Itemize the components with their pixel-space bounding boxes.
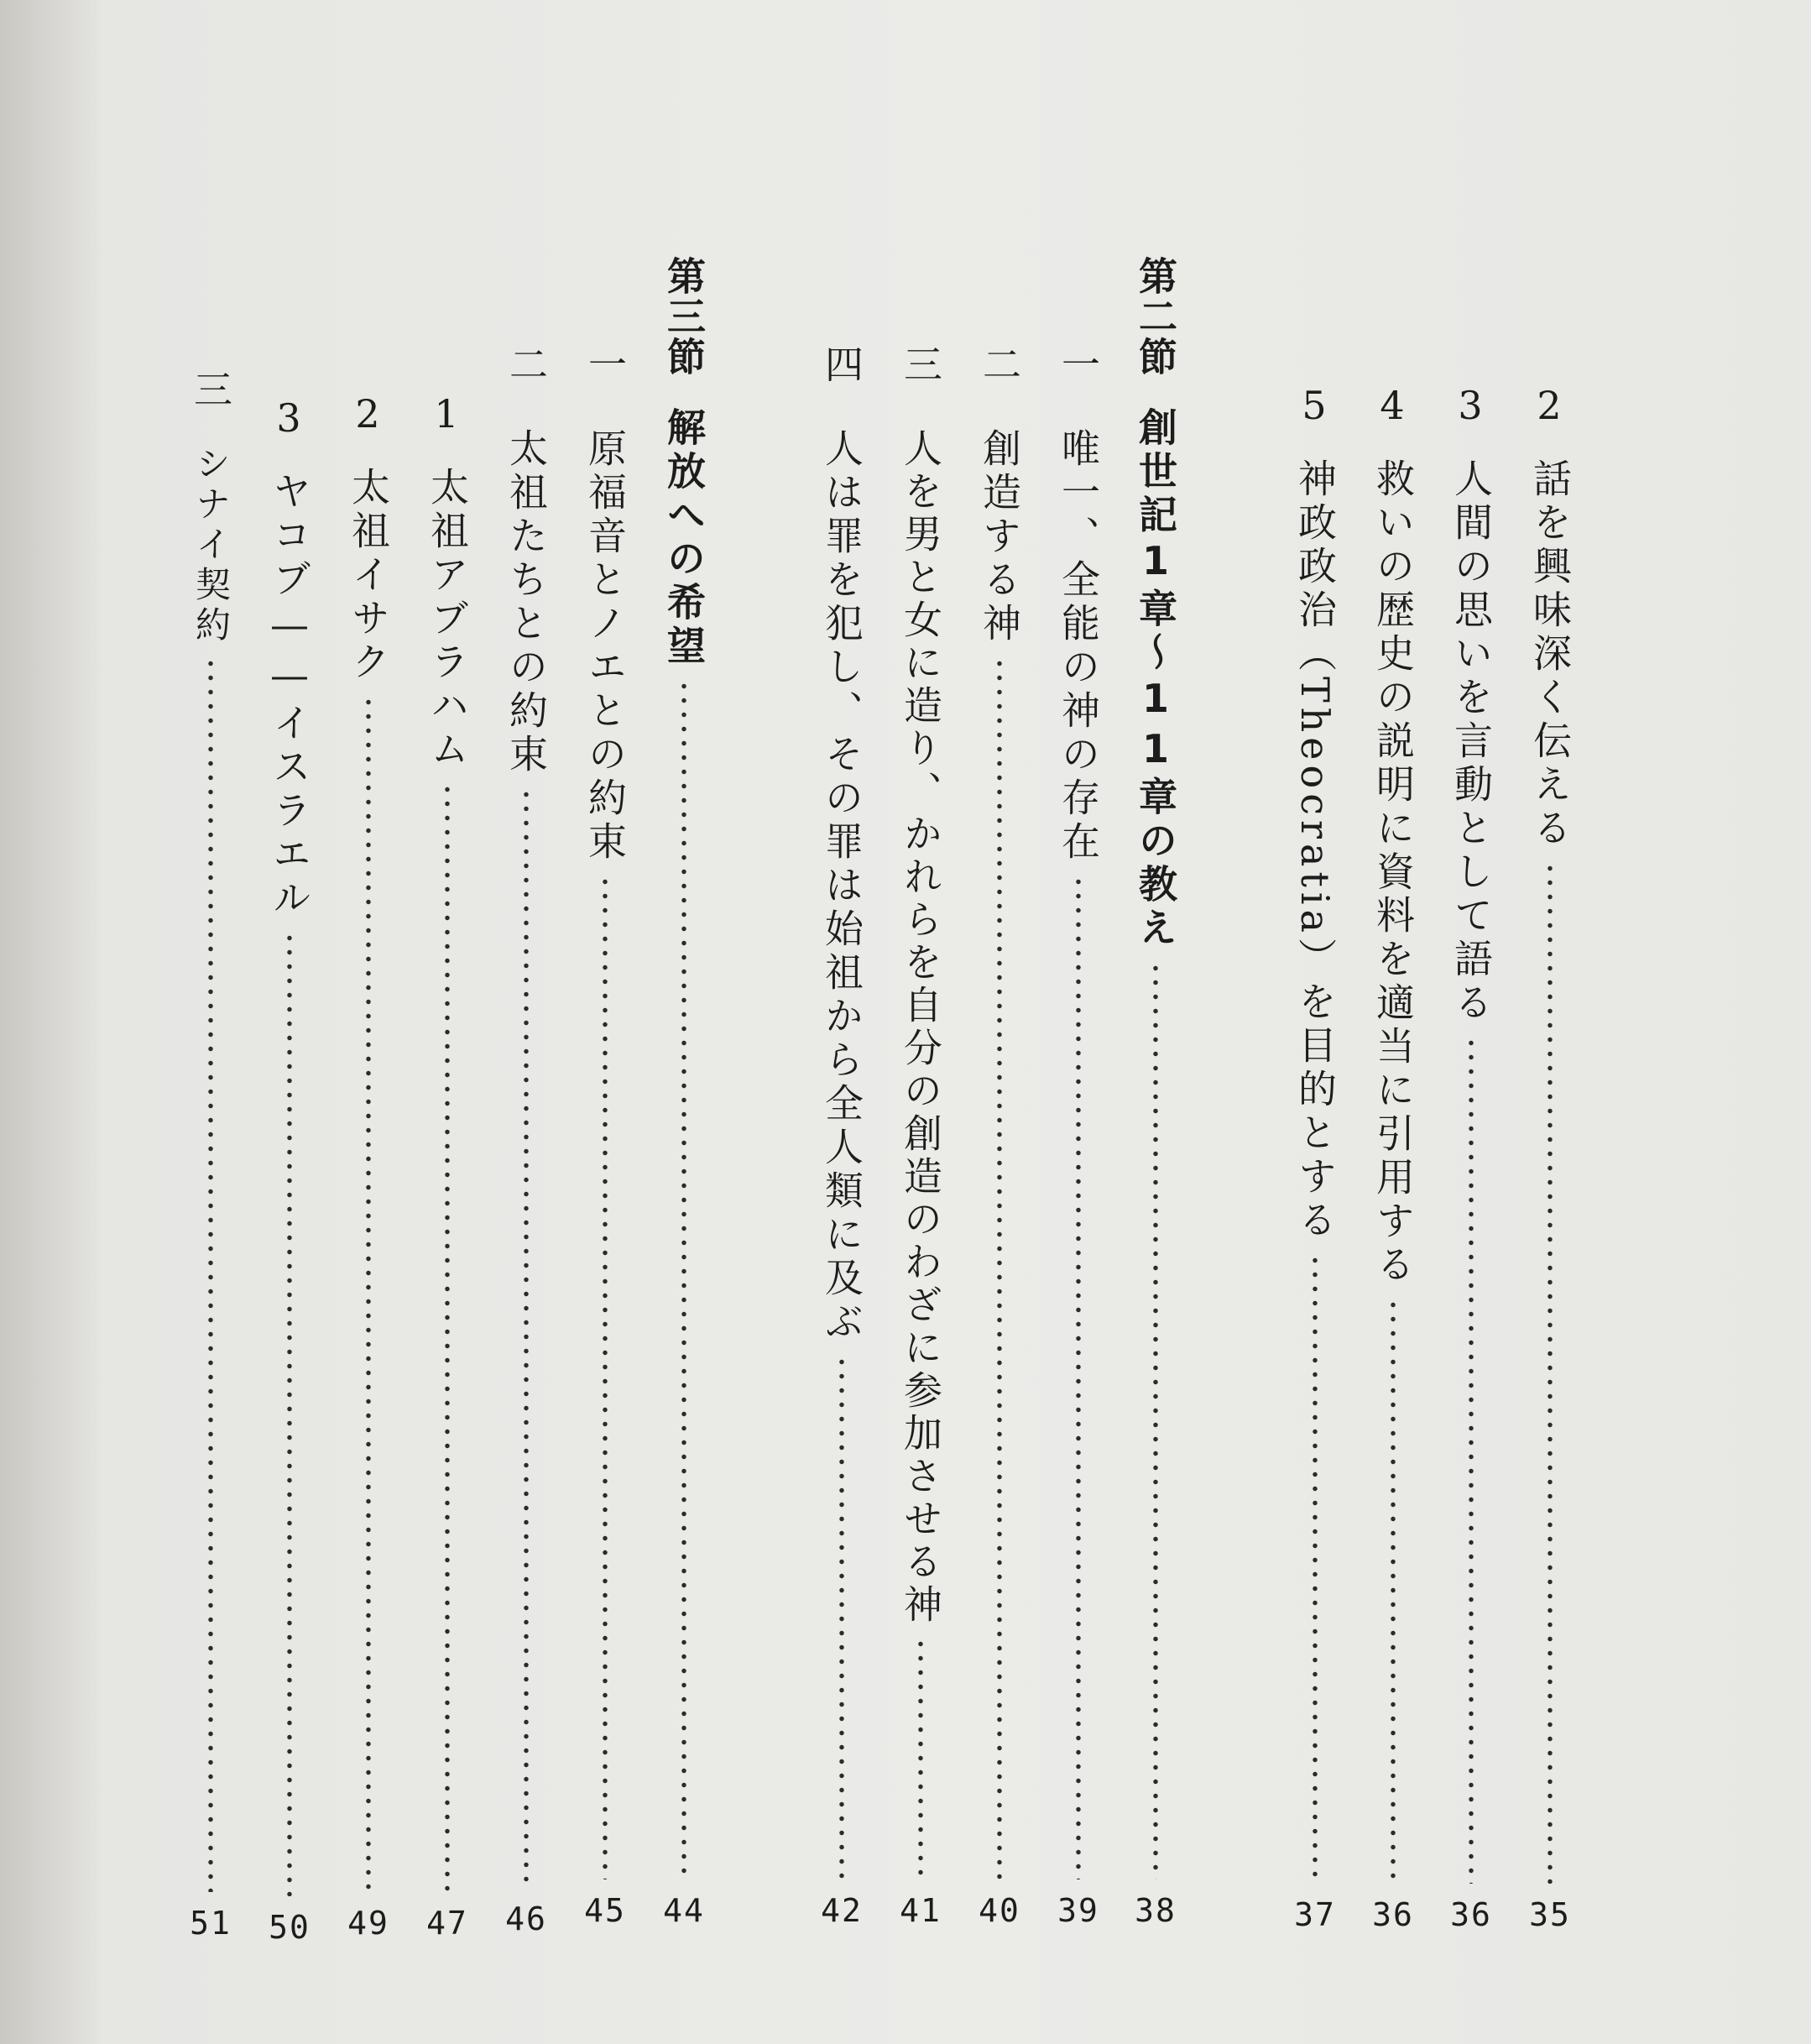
- leader-dots: [1153, 961, 1158, 1879]
- leader-dots: [287, 931, 292, 1896]
- entry-page-number: 47: [426, 1905, 468, 1942]
- entry-title: シナイ契約: [190, 445, 232, 646]
- toc-entry: [812, 344, 871, 1929]
- entry-marker: 一: [582, 344, 628, 384]
- entry-marker: 四: [819, 344, 864, 384]
- entry-marker: 5: [1302, 383, 1328, 428]
- entry-title: 救いの歴史の説明に資料を適当に引用する: [1370, 458, 1416, 1288]
- entry-marker: 2: [355, 391, 382, 437]
- toc-entry: [1286, 383, 1344, 1933]
- entry-page-number: 36: [1450, 1896, 1492, 1933]
- leader-dots: [681, 679, 686, 1879]
- leader-dots: [839, 1355, 844, 1879]
- toc-entry: [1364, 383, 1422, 1933]
- toc-entry: [576, 344, 634, 1929]
- leader-dots: [603, 875, 608, 1879]
- toc-entry: [1442, 383, 1500, 1933]
- entry-marker: 3: [1458, 383, 1485, 428]
- entry-marker: 三: [898, 344, 943, 384]
- toc-entry: [1521, 383, 1579, 1933]
- entry-title: 神政政治（Theocratia）を目的とする: [1292, 458, 1338, 1244]
- toc-entry: [891, 344, 950, 1929]
- entry-title: 太祖イサク: [346, 467, 391, 685]
- entry-marker: 4: [1380, 383, 1407, 428]
- leader-dots: [1469, 1036, 1474, 1884]
- leader-dots: [445, 782, 450, 1892]
- toc-entry: [970, 344, 1029, 1929]
- entry-page-number: 45: [584, 1892, 626, 1929]
- toc-entry: [1049, 344, 1108, 1929]
- leader-dots: [997, 656, 1002, 1879]
- toc-section-heading: [1126, 256, 1185, 1929]
- toc-entry: [260, 395, 319, 1946]
- entry-page-number: 39: [1057, 1892, 1099, 1929]
- entry-marker: 一: [1056, 344, 1101, 384]
- entry-title: 話を興味深く伝える: [1527, 458, 1573, 851]
- entry-marker: 二: [504, 344, 549, 384]
- entry-marker: 2: [1537, 383, 1563, 428]
- entry-title: 太祖アブラハム: [425, 467, 470, 772]
- entry-page-number: 38: [1135, 1892, 1177, 1929]
- leader-dots: [918, 1637, 923, 1879]
- entry-title: 唯一、全能の神の存在: [1056, 428, 1101, 865]
- bleed-through-text: [1208, 118, 1262, 159]
- toc-entry: [339, 391, 398, 1942]
- entry-page-number: 49: [347, 1905, 389, 1942]
- section-title: 解放への希望: [661, 407, 707, 669]
- entry-title: 人は罪を犯し、その罪は始祖から全人類に及ぶ: [819, 428, 864, 1345]
- entry-page-number: 37: [1294, 1896, 1336, 1933]
- entry-page-number: 42: [821, 1892, 863, 1929]
- section-title: 創世記1章～11章の教え: [1133, 407, 1178, 951]
- leader-dots: [1076, 875, 1081, 1879]
- book-gutter: [0, 0, 101, 2044]
- entry-marker: 三: [188, 369, 233, 410]
- entry-title: ヤコブ——イスラエル: [267, 471, 312, 921]
- leader-dots: [1547, 861, 1553, 1884]
- entry-page-number: 41: [900, 1892, 942, 1929]
- entry-page-number: 44: [663, 1892, 705, 1929]
- entry-title: 人を男と女に造り、かれらを自分の創造のわざに参加させる神: [898, 428, 943, 1627]
- entry-title: 太祖たちとの約束: [504, 428, 549, 777]
- entry-page-number: 36: [1372, 1896, 1414, 1933]
- entry-page-number: 35: [1529, 1896, 1571, 1933]
- section-marker: 第三節: [661, 256, 707, 377]
- leader-dots: [524, 787, 529, 1888]
- toc-entry: [418, 391, 477, 1942]
- entry-page-number: 50: [269, 1909, 311, 1946]
- entry-title: 原福音とノエとの約束: [582, 428, 628, 865]
- entry-marker: 3: [276, 395, 303, 441]
- entry-page-number: 40: [979, 1892, 1020, 1929]
- toc-section-heading: [655, 256, 713, 1929]
- entry-title: 人間の思いを言動として語る: [1448, 458, 1494, 1026]
- leader-dots: [208, 656, 213, 1892]
- toc-entry: [181, 369, 240, 1942]
- leader-dots: [1313, 1253, 1318, 1884]
- leader-dots: [1391, 1298, 1396, 1884]
- entry-page-number: 51: [190, 1905, 232, 1942]
- entry-page-number: 46: [505, 1900, 547, 1937]
- toc-entry: [497, 344, 556, 1935]
- entry-marker: 二: [977, 344, 1022, 384]
- section-marker: 第二節: [1133, 256, 1178, 377]
- entry-marker: 1: [434, 391, 461, 437]
- leader-dots: [366, 695, 371, 1892]
- entry-title: 創造する神: [977, 428, 1022, 646]
